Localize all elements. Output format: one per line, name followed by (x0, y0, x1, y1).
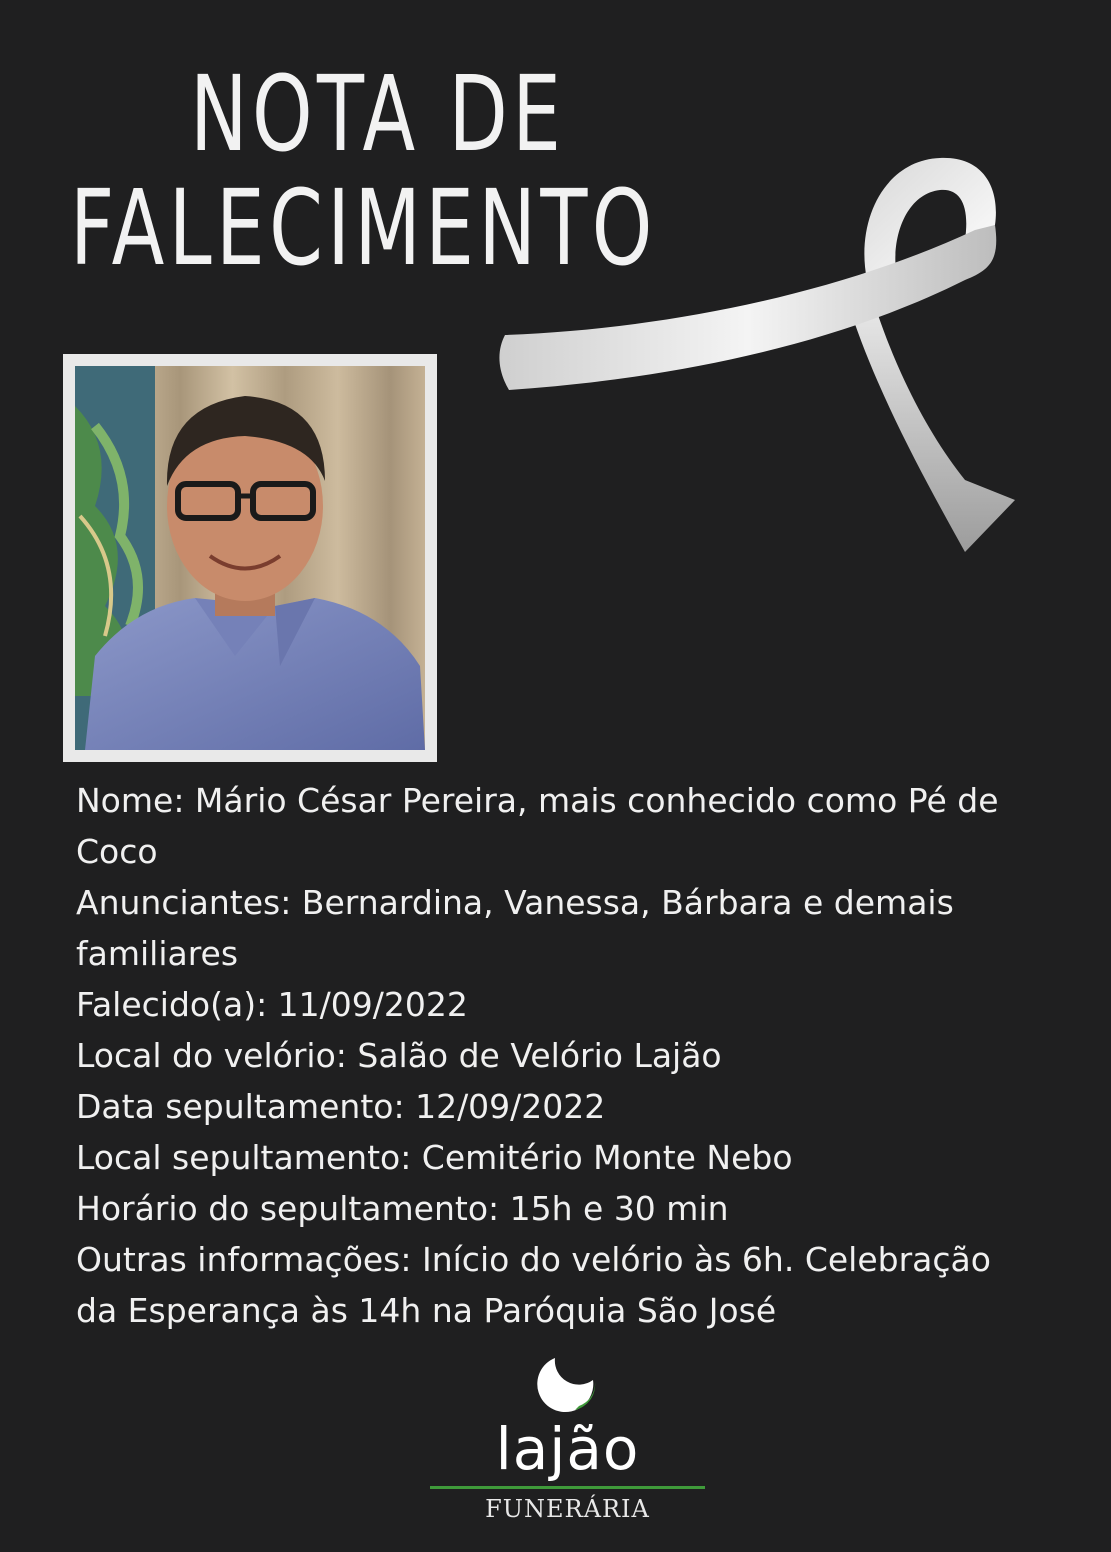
detail-line: da Esperança às 14h na Paróquia São José (76, 1291, 777, 1330)
crescent-logo-icon (535, 1352, 601, 1418)
detail-line: Anunciantes: Bernardina, Vanessa, Bárbara e demais (76, 883, 954, 922)
obituary-details (76, 775, 1056, 1336)
logo-divider (430, 1486, 705, 1489)
detail-line: Horário do sepultamento: 15h e 30 min (76, 1189, 729, 1228)
funeral-home-logo (430, 1352, 705, 1532)
detail-line: Nome: Mário César Pereira, mais conhecido como Pé de (76, 781, 999, 820)
logo-wordmark: lajão (495, 1415, 640, 1483)
detail-line: Coco (76, 832, 158, 871)
page-title-line-1: NOTA DE (190, 53, 566, 175)
detail-line: Outras informações: Início do velório às 6h. Celebração (76, 1240, 991, 1279)
detail-line: Data sepultamento: 12/09/2022 (76, 1087, 606, 1126)
detail-line: Local do velório: Salão de Velório Lajão (76, 1036, 722, 1075)
portrait-photo (75, 366, 425, 750)
detail-line: Local sepultamento: Cemitério Monte Nebo (76, 1138, 793, 1177)
logo-subtitle: FUNERÁRIA (485, 1495, 650, 1523)
page-title-line-2: FALECIMENTO (70, 167, 657, 289)
detail-line: Falecido(a): 11/09/2022 (76, 985, 468, 1024)
detail-line: familiares (76, 934, 239, 973)
portrait-photo-frame (63, 354, 437, 762)
mourning-ribbon-icon (495, 150, 1025, 560)
